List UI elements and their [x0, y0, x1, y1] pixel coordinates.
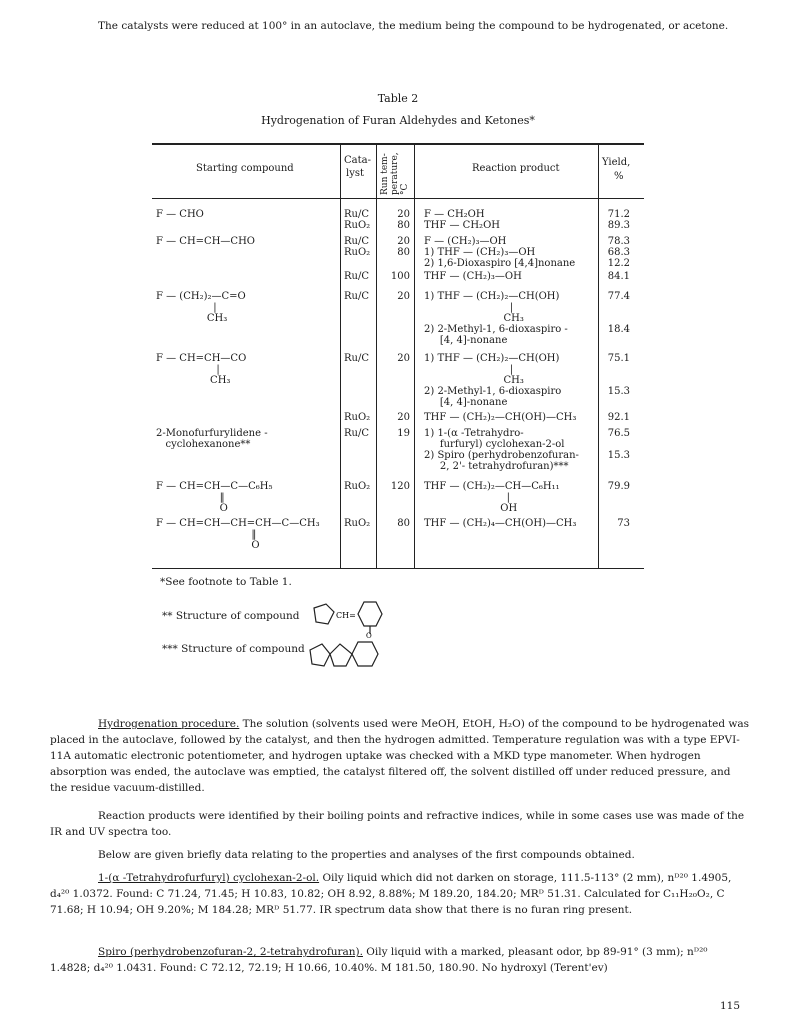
temperature-cell: 120 — [390, 481, 410, 492]
header-yield-2: % — [614, 171, 624, 182]
catalyst-cell: Ru/C — [344, 271, 369, 282]
table-number: Table 2 — [377, 92, 419, 105]
compound-2-text: Oily liquid with a marked, pleasant odor, bp 89-91° (3 mm); nᴰ²⁰ 1.4828; d₄²⁰ 1.0431. Found: C 72.12, 72.19; H 10.66, 10.40%. M 181.50, 180.90. No hydroxyl (Terent'ev) — [50, 946, 708, 974]
yield-cell: 78.3 68.3 12.2 — [607, 236, 630, 269]
starting-compound: F — CH=CH—CHO — [156, 236, 255, 247]
footnote-3: *** Structure of compound — [162, 643, 305, 655]
temperature-cell: 20 — [397, 412, 410, 423]
temperature-cell: 80 — [397, 518, 410, 529]
data-intro-paragraph: Below are given briefly data relating to the properties and analyses of the first compounds obtained. — [98, 849, 635, 861]
starting-compound: 2-Monofurfurylidene - cyclohexanone** — [156, 428, 268, 450]
compound-1-text: Oily liquid which did not darken on storage, 111.5-113° (2 mm), nᴰ²⁰ 1.4905, d₄²⁰ 1.0372. Found: C 71.24, 71.45; H 10.83, 10.82; OH 8.92, 8.88%; M 189.20, 184.20; MRᴰ 51.31. Calculated for C₁₁H₂₀O₂, C 71.68; H 10.94; OH 9.20%; M 184.28; MRᴰ 51.77. IR spectrum data show that there is no furan ring present. — [50, 872, 732, 916]
footnote-2: ** Structure of compound — [162, 610, 300, 622]
yield-cell: 73 — [617, 518, 630, 529]
catalyst-cell: Ru/C RuO₂ — [344, 209, 371, 231]
catalyst-cell: Ru/C — [344, 353, 369, 364]
reaction-product: THF — (CH₂)₄—CH(OH)—CH₃ — [424, 518, 577, 529]
reaction-product: F — CH₂OH THF — CH₂OH — [424, 209, 500, 231]
col-divider-2 — [376, 145, 377, 568]
footnote-1: *See footnote to Table 1. — [160, 576, 292, 588]
col-divider-3 — [414, 145, 415, 568]
temperature-cell: 20 — [397, 353, 410, 364]
yield-cell: 84.1 — [607, 271, 630, 282]
col-divider-4 — [598, 145, 599, 568]
header-reaction-product: Reaction product — [472, 163, 560, 174]
procedure-text: The solution (solvents used were MeOH, EtOH, H₂O) of the compound to be hydrogenated was placed in the autoclave, followed by the catalyst, and then the hydrogen admitted. Temperature regulation was with a type EPVI-11A automatic electronic potentiometer, and hydrogen uptake was checked with a MKD type manometer. When hydrogen absorption was ended, the autoclave was emptied, the catalyst filtered off, the solvent distilled off under reduced pressure, and the residue vacuum-distilled. — [50, 718, 750, 794]
header-temperature: Run tem-perature, °C — [380, 152, 410, 195]
starting-compound: F — CHO — [156, 209, 204, 220]
procedure-heading: Hydrogenation procedure. — [98, 718, 240, 730]
reaction-product: F — (CH₂)₃—OH 1) THF — (CH₂)₃—OH 2) 1,6-Dioxaspiro [4,4]nonane — [424, 236, 576, 269]
reaction-product: THF — (CH₂)₂—CH(OH)—CH₃ — [424, 412, 577, 423]
starting-compound: F — (CH₂)₂—C=O | CH₃ — [156, 291, 246, 324]
yield-cell: 92.1 — [607, 412, 630, 423]
reaction-product: THF — (CH₂)₃—OH — [424, 271, 522, 282]
starting-compound: F — CH=CH—CH=CH—C—CH₃ ‖ O — [156, 518, 320, 551]
temperature-cell: 100 — [390, 271, 410, 282]
table-header-rule — [152, 198, 644, 199]
catalyst-cell: Ru/C — [344, 428, 369, 439]
yield-cell: 77.4 18.4 — [607, 291, 630, 335]
starting-compound: F — CH=CH—CO | CH₃ — [156, 353, 247, 386]
header-yield-1: Yield, — [602, 157, 631, 168]
table-title: Hydrogenation of Furan Aldehydes and Ketones* — [261, 114, 535, 127]
reaction-product: 1) 1-(α -Tetrahydro- furfuryl) cyclohexan-2-ol 2) Spiro (perhydrobenzofuran- 2, 2'- tetrahydrofuran)*** — [424, 428, 579, 472]
identification-paragraph: Reaction products were identified by their boiling points and refractive indices, while in some cases use was made of the IR and UV spectra too. — [50, 810, 745, 838]
reaction-product: THF — (CH₂)₂—CH—C₆H₁₁ | OH — [424, 481, 560, 514]
temperature-cell: 19 — [397, 428, 410, 439]
furfurylidene-cyclohexanone-structure — [308, 598, 390, 638]
reaction-product: 1) THF — (CH₂)₂—CH(OH) | CH₃ 2) 2-Methyl-1, 6-dioxaspiro [4, 4]-nonane — [424, 353, 562, 408]
header-catalyst-2: lyst — [346, 168, 364, 179]
header-catalyst-1: Cata- — [344, 155, 371, 166]
svg-text:O: O — [366, 632, 372, 638]
starting-compound: F — CH=CH—C—C₆H₅ ‖ O — [156, 481, 273, 514]
yield-cell: 71.2 89.3 — [607, 209, 630, 231]
temperature-cell: 20 — [397, 291, 410, 302]
structure-label: CH= — [336, 611, 356, 620]
spiro-compound-structure — [306, 636, 386, 672]
yield-cell: 75.1 15.3 — [607, 353, 630, 397]
compound-1-paragraph — [50, 870, 750, 918]
header-starting-compound: Starting compound — [196, 163, 294, 174]
temperature-cell: 20 80 — [397, 209, 410, 231]
temperature-cell: 20 80 — [397, 236, 410, 258]
intro-paragraph: The catalysts were reduced at 100° in an autoclave, the medium being the compound to be hydrogenated, or acetone. — [98, 20, 729, 32]
catalyst-cell: Ru/C RuO₂ — [344, 236, 371, 258]
yield-cell: 79.9 — [607, 481, 630, 492]
procedure-paragraph — [50, 716, 750, 796]
table-bottom-rule — [152, 568, 644, 569]
reaction-product: 1) THF — (CH₂)₂—CH(OH) | CH₃ 2) 2-Methyl-1, 6-dioxaspiro - [4, 4]-nonane — [424, 291, 568, 346]
catalyst-cell: Ru/C — [344, 291, 369, 302]
catalyst-cell: RuO₂ — [344, 481, 371, 492]
yield-cell: 76.5 15.3 — [607, 428, 630, 461]
col-divider-1 — [340, 145, 341, 568]
compound-2-paragraph — [50, 944, 750, 976]
page-number: 115 — [720, 1000, 741, 1012]
compound-2-heading: Spiro (perhydrobenzofuran-2, 2-tetrahydrofuran). — [98, 946, 363, 958]
compound-1-heading: 1-(α -Tetrahydrofurfuryl) cyclohexan-2-ol. — [98, 872, 320, 884]
catalyst-cell: RuO₂ — [344, 412, 371, 423]
catalyst-cell: RuO₂ — [344, 518, 371, 529]
